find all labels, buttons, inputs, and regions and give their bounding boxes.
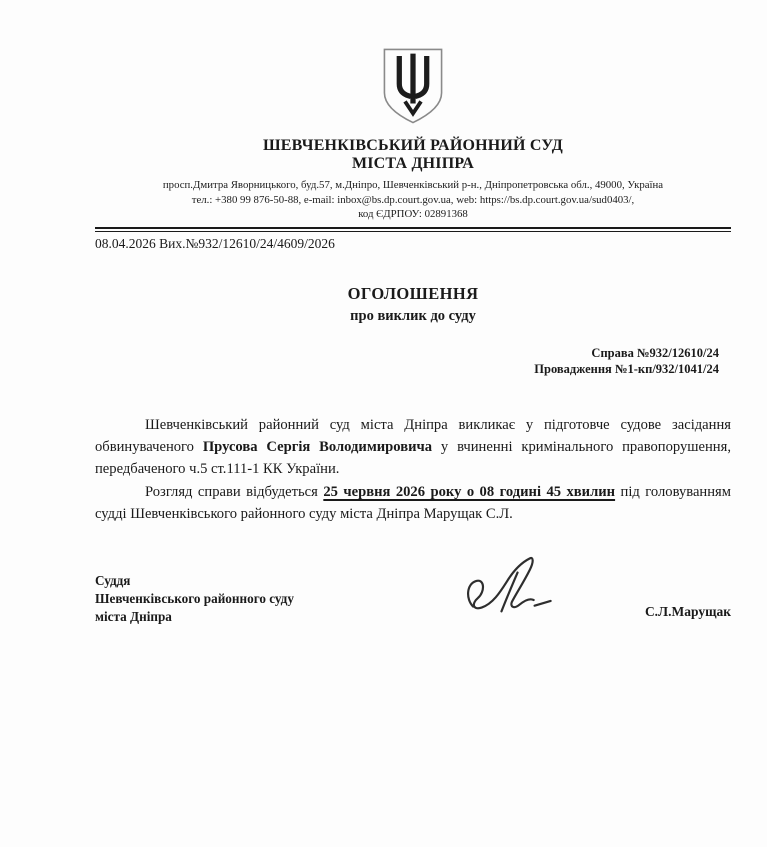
document-body xyxy=(95,414,731,526)
judge-position-line2: Шевченківського районного суду xyxy=(95,590,294,606)
signature-container xyxy=(375,554,645,633)
judge-position xyxy=(95,572,375,626)
outgoing-reference: 08.04.2026 Вих.№932/12610/24/4609/2026 xyxy=(95,235,335,251)
accused-name: Прусова Сергія Володимировича xyxy=(202,438,433,455)
document-content xyxy=(95,46,731,633)
paragraph2-post: під головуванням судді Шевченківського районного суду міста Дніпра Марущак С.Л. xyxy=(95,483,731,523)
case-number: Справа №932/12610/24 xyxy=(591,345,719,360)
court-address-line: просп.Дмитра Яворницького, буд.57, м.Дніпро, Шевченківський р-н., Дніпропетровська обл., 49000, Україна xyxy=(162,179,664,191)
court-contacts xyxy=(95,178,731,222)
court-name xyxy=(95,137,731,173)
paragraph-summons xyxy=(95,414,731,481)
judge-position-line1: Суддя xyxy=(95,572,131,588)
paragraph2-pre: Розгляд справи відбудеться xyxy=(145,483,324,500)
document-title: ОГОЛОШЕННЯ xyxy=(347,283,479,303)
judge-position-line3: міста Дніпра xyxy=(95,608,172,624)
court-phone-email-line: тел.: +380 99 876-50-88, e-mail: inbox@bs.dp.court.gov.ua, web: https://bs.dp.court.gov.ua/sud0403/, xyxy=(191,193,635,206)
proceeding-number: Провадження №1-кп/932/1041/24 xyxy=(534,362,719,376)
handwritten-signature-icon xyxy=(458,554,562,628)
signature-block xyxy=(95,572,731,633)
paragraph1-pre: Шевченківський районний суд міста Дніпра викликає у підготовче судове засідання обвинуваченого xyxy=(95,416,731,455)
paragraph1-post: у вчиненні кримінального правопорушення, передбаченого ч.5 ст.111-1 КК України. xyxy=(95,438,731,478)
hearing-datetime: 25 червня 2026 року о 08 годині 45 хвилин xyxy=(323,483,616,500)
document-subtitle: про виклик до суду xyxy=(350,307,476,324)
court-edrpou-line: код ЄДРПОУ: 02891368 xyxy=(358,208,468,220)
paragraph-hearing xyxy=(95,481,731,526)
court-name-line2: МІСТА ДНІПРА xyxy=(351,155,475,172)
case-reference-block xyxy=(95,345,731,378)
court-name-line1: ШЕВЧЕНКІВСЬКИЙ РАЙОННИЙ СУД xyxy=(263,137,563,154)
emblem-container xyxy=(95,46,731,131)
ukraine-trident-icon xyxy=(375,46,451,126)
judge-name: С.Л.Марущак xyxy=(644,603,731,619)
